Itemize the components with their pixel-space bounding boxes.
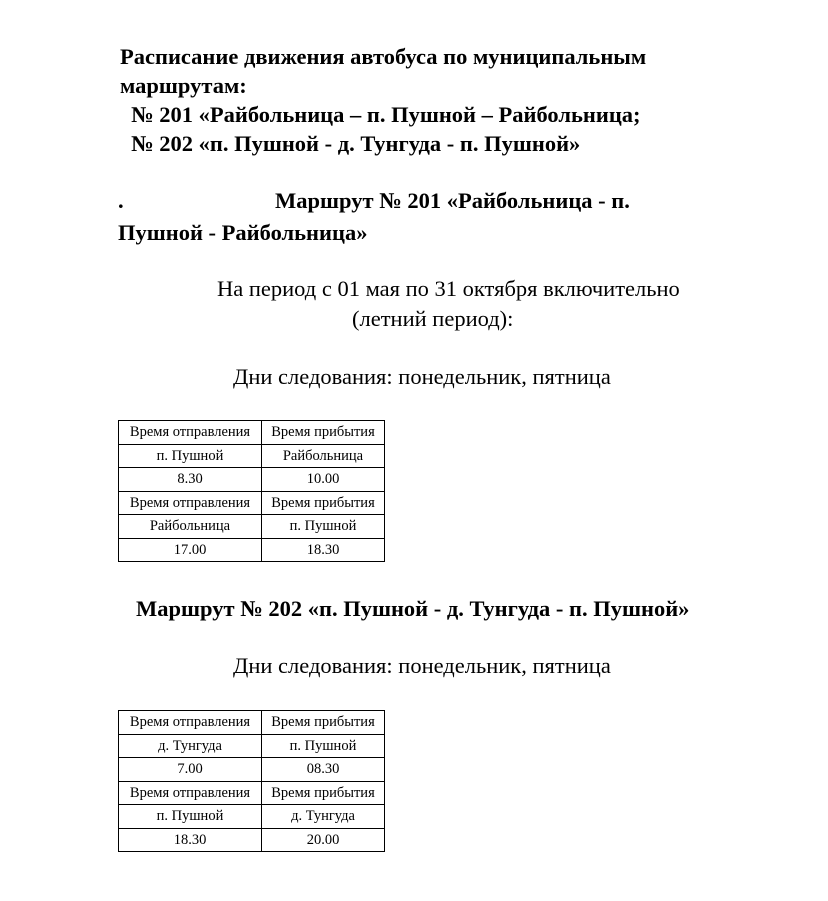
table-row	[119, 421, 385, 445]
doc-title-line-1: Расписание движения автобуса по муниципальным	[120, 44, 647, 69]
departure-stop-cell: п. Пушной	[119, 444, 262, 468]
route-list-item-201: № 201 «Райбольница – п. Пушной – Райбольница;	[131, 102, 641, 127]
header-cell-arrival: Время прибытия	[262, 491, 385, 515]
route-201-days: Дни следования: понедельник, пятница	[233, 364, 611, 389]
header-cell-arrival: Время прибытия	[262, 421, 385, 445]
table-row	[119, 758, 385, 782]
route-202-schedule-table	[118, 710, 385, 852]
departure-stop-cell: Райбольница	[119, 515, 262, 539]
table-row	[119, 444, 385, 468]
departure-stop-cell: д. Тунгуда	[119, 734, 262, 758]
table-row	[119, 468, 385, 492]
table-row	[119, 538, 385, 562]
header-cell-departure: Время отправления	[119, 711, 262, 735]
arrival-time-cell: 10.00	[262, 468, 385, 492]
arrival-stop-cell: п. Пушной	[262, 515, 385, 539]
header-cell-departure: Время отправления	[119, 421, 262, 445]
departure-time-cell: 18.30	[119, 828, 262, 852]
arrival-time-cell: 08.30	[262, 758, 385, 782]
departure-stop-cell: п. Пушной	[119, 805, 262, 829]
header-cell-departure: Время отправления	[119, 781, 262, 805]
stray-dot: .	[118, 188, 124, 213]
arrival-stop-cell: Райбольница	[262, 444, 385, 468]
table-row	[119, 734, 385, 758]
table-row	[119, 711, 385, 735]
table-row	[119, 515, 385, 539]
arrival-time-cell: 20.00	[262, 828, 385, 852]
header-cell-arrival: Время прибытия	[262, 781, 385, 805]
table-row	[119, 781, 385, 805]
route-201-title-line-2: Пушной - Райбольница»	[118, 220, 368, 245]
arrival-time-cell: 18.30	[262, 538, 385, 562]
arrival-stop-cell: д. Тунгуда	[262, 805, 385, 829]
period-line-2: (летний период):	[352, 306, 514, 331]
header-cell-arrival: Время прибытия	[262, 711, 385, 735]
doc-title-line-2: маршрутам:	[120, 73, 247, 98]
arrival-stop-cell: п. Пушной	[262, 734, 385, 758]
table-row	[119, 805, 385, 829]
header-cell-departure: Время отправления	[119, 491, 262, 515]
period-line-1: На период с 01 мая по 31 октября включительно	[217, 276, 680, 301]
route-list-item-202: № 202 «п. Пушной - д. Тунгуда - п. Пушной»	[131, 131, 581, 156]
departure-time-cell: 7.00	[119, 758, 262, 782]
table-row	[119, 491, 385, 515]
departure-time-cell: 17.00	[119, 538, 262, 562]
departure-time-cell: 8.30	[119, 468, 262, 492]
route-202-days: Дни следования: понедельник, пятница	[233, 653, 611, 678]
route-202-title: Маршрут № 202 «п. Пушной - д. Тунгуда - п. Пушной»	[136, 596, 690, 621]
route-201-schedule-table	[118, 420, 385, 562]
route-201-title-line-1: Маршрут № 201 «Райбольница - п.	[275, 188, 630, 213]
table-row	[119, 828, 385, 852]
